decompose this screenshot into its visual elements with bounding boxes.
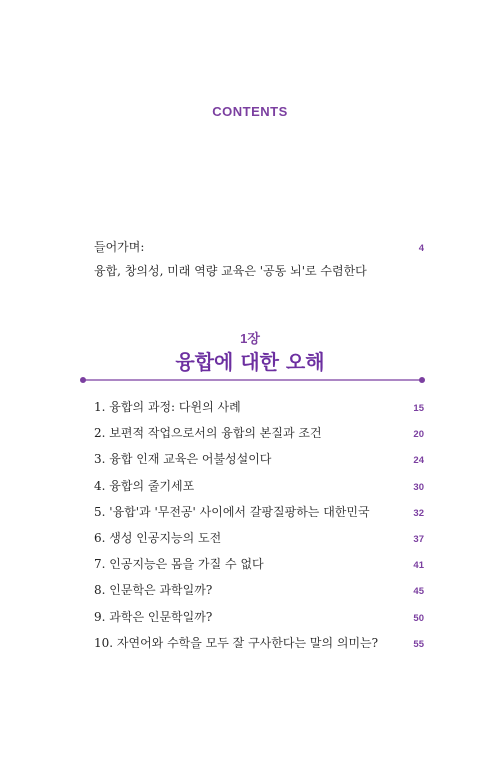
toc-entry-page: 32 xyxy=(413,507,424,519)
toc-entry-label: 2. 보편적 작업으로서의 융합의 본질과 조건 xyxy=(94,426,322,441)
intro-page-number: 4 xyxy=(418,243,424,254)
toc-entry-label: 3. 융합 인재 교육은 어불성설이다 xyxy=(94,452,272,467)
toc-entry[interactable] xyxy=(94,555,424,581)
toc-entry-page: 20 xyxy=(413,429,424,441)
chapter-divider xyxy=(80,375,425,385)
chapter-title: 융합에 대한 오해 xyxy=(175,350,325,374)
toc-entry[interactable] xyxy=(94,450,424,476)
toc-entry-label: 8. 인문학은 과학일까? xyxy=(94,583,213,598)
intro-entry[interactable] xyxy=(94,236,424,282)
divider-right-dot xyxy=(419,377,425,383)
toc-entry-label: 10. 자연어와 수학을 모두 잘 구사한다는 말의 의미는? xyxy=(94,635,379,650)
toc-entry[interactable] xyxy=(94,398,424,424)
toc-entry[interactable] xyxy=(94,477,424,503)
intro-subtitle: 융합, 창의성, 미래 역량 교육은 '공동 뇌'로 수렴한다 xyxy=(94,264,367,278)
toc-entry-label: 7. 인공지능은 몸을 가질 수 없다 xyxy=(94,557,264,572)
toc-entry-page: 45 xyxy=(413,586,424,598)
toc-entry-page: 50 xyxy=(413,612,424,624)
toc-entry-page: 41 xyxy=(413,560,424,572)
toc-entry[interactable] xyxy=(94,581,424,607)
contents-heading: CONTENTS xyxy=(212,104,288,119)
toc-entry[interactable] xyxy=(94,608,424,634)
toc-entry-label: 1. 융합의 과정: 다윈의 사례 xyxy=(94,400,241,414)
toc-entry[interactable] xyxy=(94,424,424,450)
toc-entry-label: 6. 생성 인공지능의 도전 xyxy=(94,530,222,545)
toc-entry-page: 24 xyxy=(413,455,424,467)
toc-entry[interactable] xyxy=(94,529,424,555)
toc-entry-label: 9. 과학은 인문학일까? xyxy=(94,609,213,624)
toc-entry-label: 5. '융합'과 '무전공' 사이에서 갈팡질팡하는 대한민국 xyxy=(94,504,370,519)
divider-left-dot xyxy=(80,377,86,383)
chapter-number: 1장 xyxy=(240,331,260,346)
toc-entry[interactable] xyxy=(94,503,424,529)
intro-title: 들어가며: xyxy=(94,240,145,254)
toc-entry-page: 15 xyxy=(413,403,424,414)
toc-entry[interactable] xyxy=(94,634,424,660)
toc-entry-page: 37 xyxy=(413,533,424,545)
toc-entry-page: 55 xyxy=(413,638,424,650)
toc-entry-label: 4. 융합의 줄기세포 xyxy=(94,478,195,493)
toc-entry-page: 30 xyxy=(413,481,424,493)
toc-list xyxy=(94,398,424,660)
